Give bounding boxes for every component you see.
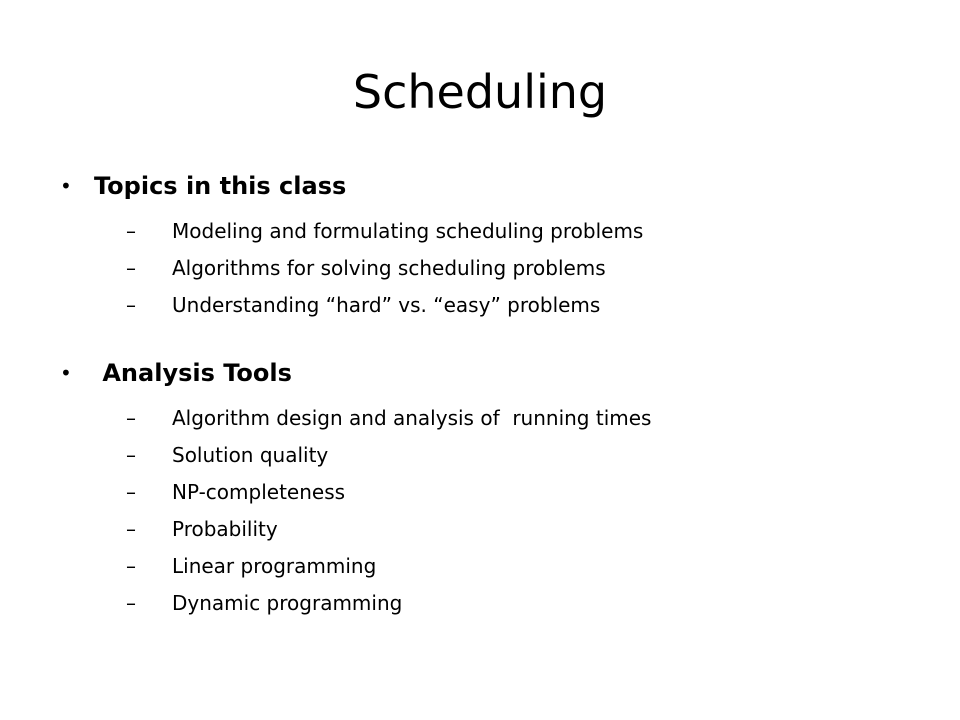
bullet-heading-topics (60, 168, 920, 204)
list-item (60, 473, 920, 510)
section-topics (60, 168, 920, 323)
dash-icon: – (126, 255, 136, 280)
dash-icon: – (126, 479, 136, 504)
bullet-icon: • (60, 174, 72, 198)
dash-icon: – (126, 442, 136, 467)
list-item-text: Understanding “hard” vs. “easy” problems (172, 292, 601, 317)
list-item (60, 584, 920, 621)
list-item-text: Probability (172, 516, 278, 541)
analysis-tools-list (60, 399, 920, 621)
list-item-text: Solution quality (172, 442, 329, 467)
list-item (60, 510, 920, 547)
list-item-text: Linear programming (172, 553, 377, 578)
dash-icon: – (126, 292, 136, 317)
section-heading: Topics in this class (94, 172, 347, 200)
list-item-text: Algorithms for solving scheduling problems (172, 255, 606, 280)
list-item (60, 436, 920, 473)
list-item-text: NP-completeness (172, 479, 346, 504)
dash-icon: – (126, 590, 136, 615)
slide-title: Scheduling (352, 65, 608, 119)
section-analysis-tools (60, 355, 920, 621)
list-item-text: Modeling and formulating scheduling problems (172, 218, 644, 243)
list-item (60, 547, 920, 584)
list-item (60, 399, 920, 436)
dash-icon: – (126, 553, 136, 578)
dash-icon: – (126, 405, 136, 430)
section-heading: Analysis Tools (94, 359, 292, 387)
list-item (60, 249, 920, 286)
bullet-icon: • (60, 361, 72, 385)
topics-list (60, 212, 920, 323)
list-item (60, 286, 920, 323)
dash-icon: – (126, 516, 136, 541)
list-item (60, 212, 920, 249)
bullet-heading-analysis (60, 355, 920, 391)
list-item-text: Dynamic programming (172, 590, 403, 615)
list-item-text: Algorithm design and analysis of running times (172, 405, 652, 430)
dash-icon: – (126, 218, 136, 243)
